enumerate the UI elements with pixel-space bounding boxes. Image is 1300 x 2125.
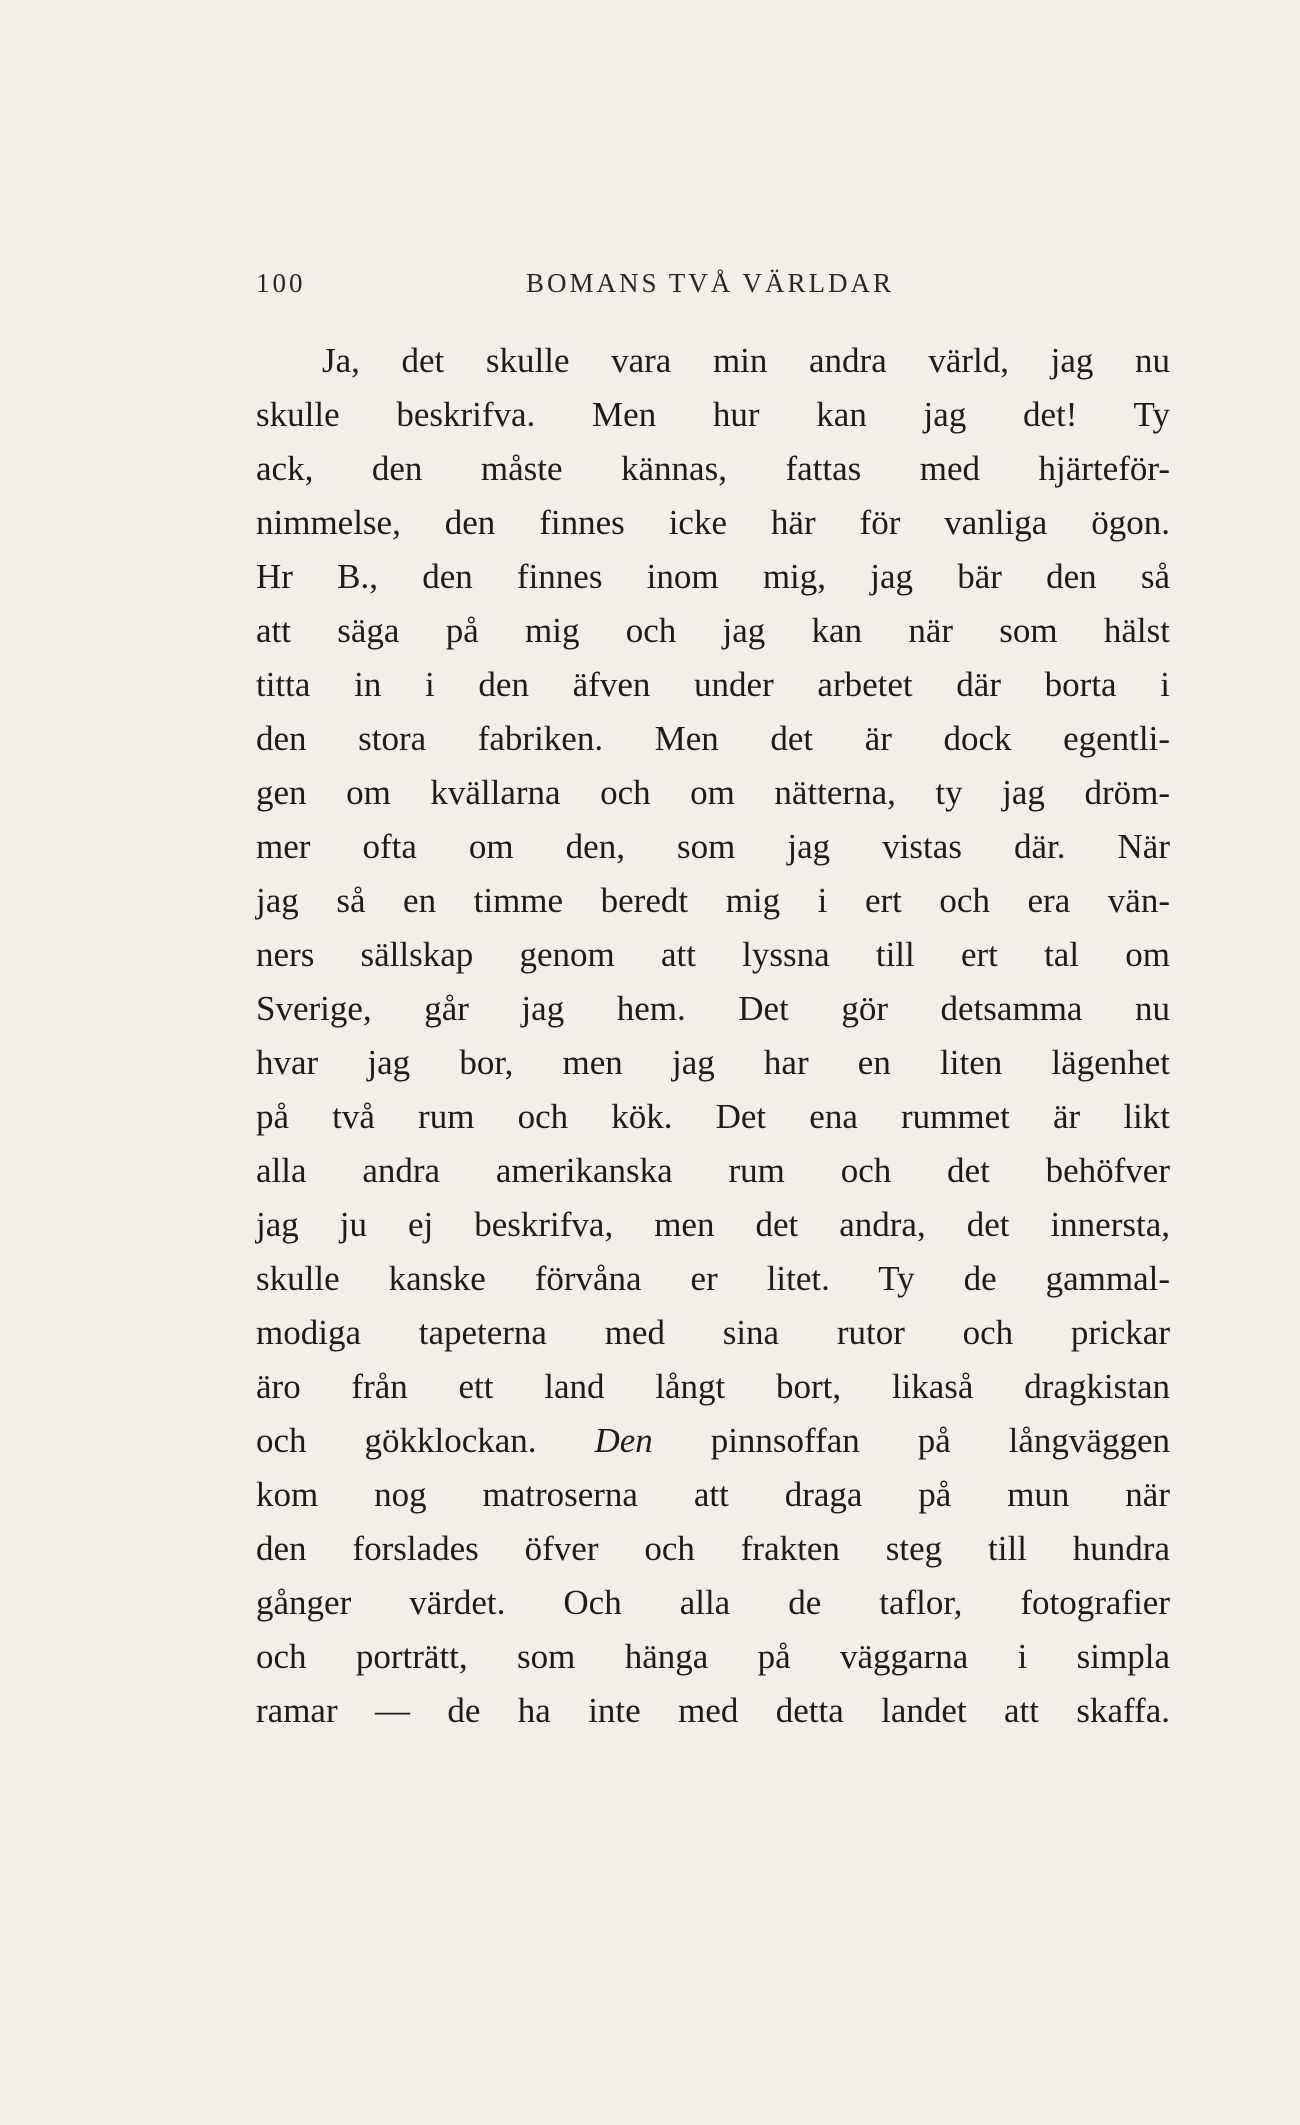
text-line: den stora fabriken. Men det är dock egentli-	[256, 719, 1170, 758]
text-line: kom nog matroserna att draga på mun när	[256, 1475, 1170, 1514]
text-line: Sverige, går jag hem. Det gör detsamma nu	[256, 989, 1170, 1028]
text-line: att säga på mig och jag kan när som hälst	[256, 611, 1170, 650]
text-line: modiga tapeterna med sina rutor och prickar	[256, 1313, 1170, 1352]
text-line: hvar jag bor, men jag har en liten lägenhet	[256, 1043, 1170, 1082]
text-line: Ja, det skulle vara min andra värld, jag nu	[322, 341, 1170, 380]
text-line: ramar — de ha inte med detta landet att skaffa.	[256, 1691, 1170, 1730]
text-line: Hr B., den finnes inom mig, jag bär den så	[256, 557, 1170, 596]
text-line: titta in i den äfven under arbetet där borta i	[256, 665, 1170, 704]
text-line: gånger värdet. Och alla de taflor, fotografier	[256, 1583, 1170, 1622]
text-line: alla andra amerikanska rum och det behöfver	[256, 1151, 1170, 1190]
text-line: gen om kvällarna och om nätterna, ty jag dröm-	[256, 773, 1170, 812]
page-number: 100	[256, 268, 306, 298]
text-line: skulle beskrifva. Men hur kan jag det! Ty	[256, 395, 1170, 434]
text-line: ack, den måste kännas, fattas med hjärteför-	[256, 449, 1170, 488]
text-line: äro från ett land långt bort, likaså dragkistan	[256, 1367, 1170, 1406]
text-line: nimmelse, den finnes icke här för vanliga ögon.	[256, 503, 1170, 542]
italic-word: Den	[594, 1421, 653, 1460]
text-line: ners sällskap genom att lyssna till ert tal om	[256, 935, 1170, 974]
body-text	[256, 334, 1170, 1738]
text-line: på två rum och kök. Det ena rummet är likt	[256, 1097, 1170, 1136]
text-line: skulle kanske förvåna er litet. Ty de gammal-	[256, 1259, 1170, 1298]
line-text-after: pinnsoffan på långväggen	[652, 1421, 1170, 1460]
line-text-before: och gökklockan.	[256, 1421, 595, 1460]
running-head	[256, 268, 906, 302]
text-line: jag så en timme beredt mig i ert och era vän-	[256, 881, 1170, 920]
text-line-with-italic	[256, 1414, 1170, 1468]
running-title: BOMANS TVÅ VÄRLDAR	[526, 268, 895, 298]
text-line: mer ofta om den, som jag vistas där. När	[256, 827, 1170, 866]
text-line: den forslades öfver och frakten steg till hundra	[256, 1529, 1170, 1568]
text-line: och porträtt, som hänga på väggarna i simpla	[256, 1637, 1170, 1676]
text-line: jag ju ej beskrifva, men det andra, det innersta,	[256, 1205, 1170, 1244]
